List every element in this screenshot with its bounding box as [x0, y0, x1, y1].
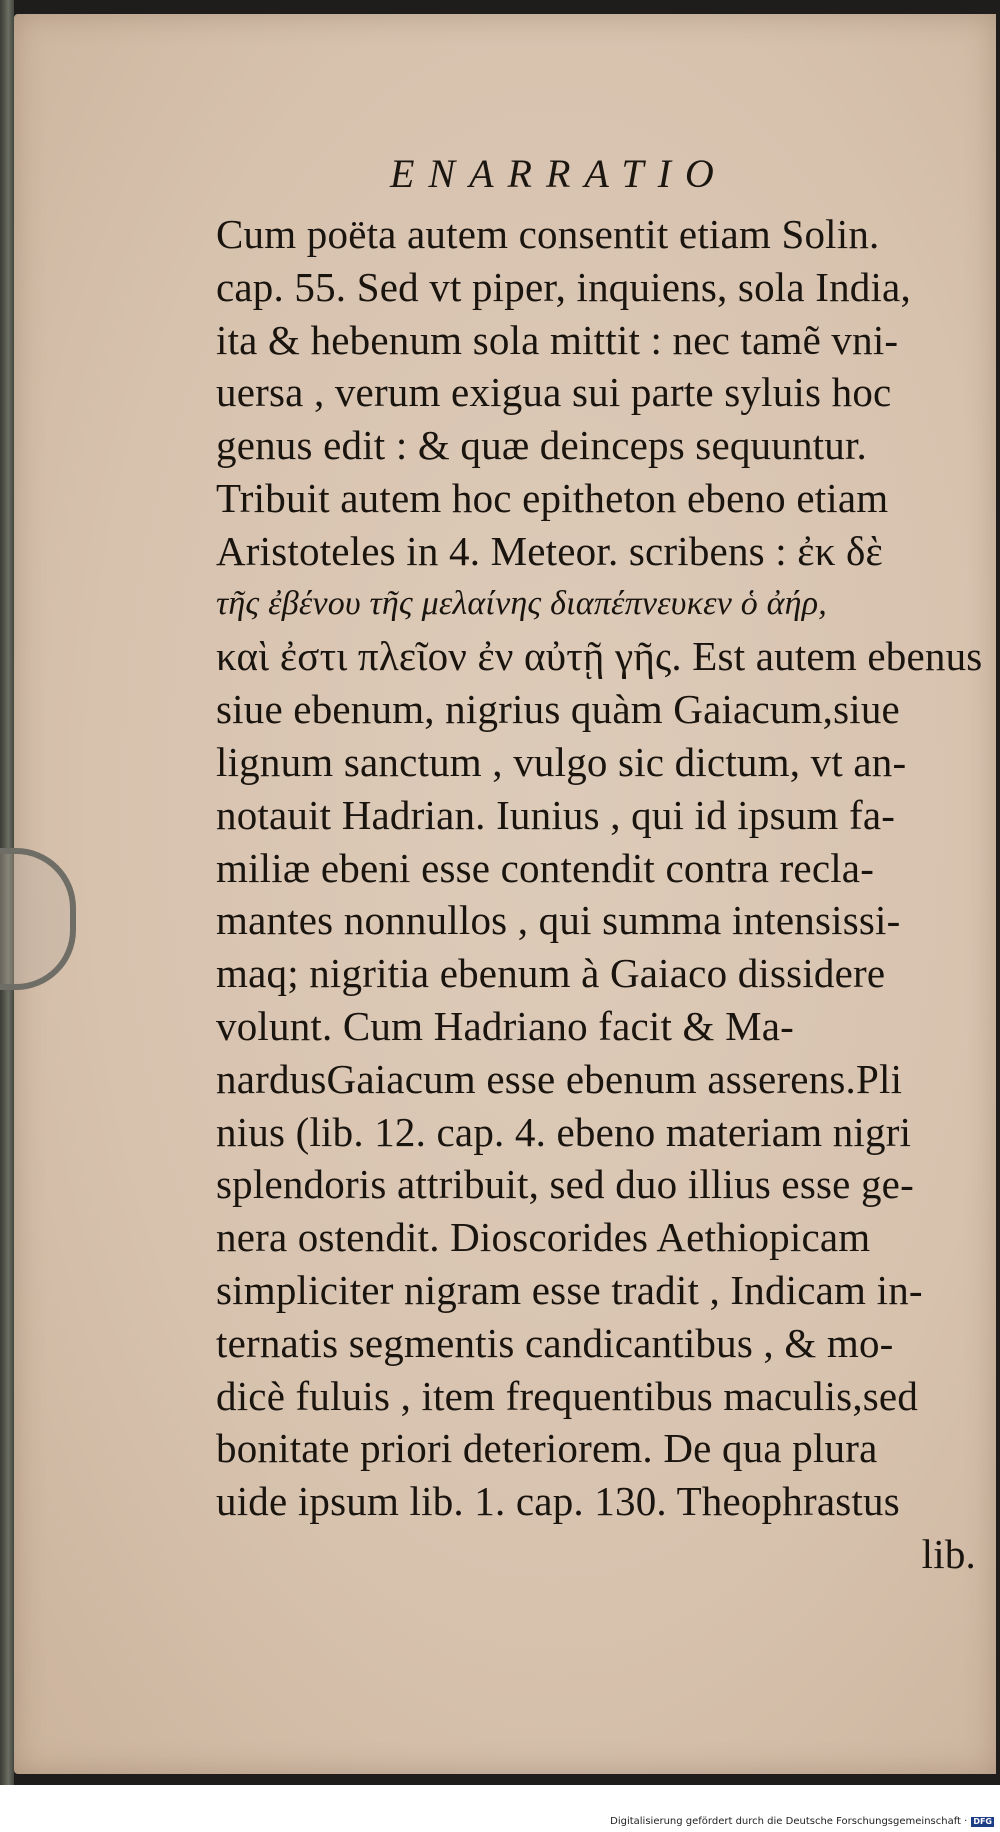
text-line: simpliciter nigram esse tradit , Indicam in-: [216, 1266, 923, 1313]
dfg-logo: DFG: [973, 1816, 992, 1826]
body-text: [216, 208, 983, 1581]
text-line: καὶ ἐστι πλεῖον ἐν αὐτῇ γῆς. Est autem ebenus: [216, 633, 983, 680]
text-line: splendoris attribuit, sed duo illius esse ge-: [216, 1161, 914, 1208]
text-line: Aristoteles in 4. Meteor. scribens : ἐκ δὲ: [216, 527, 883, 574]
text-line: genus edit : & quæ deinceps sequuntur.: [216, 422, 867, 469]
catchword: lib.: [921, 1530, 976, 1577]
text-line: cap. 55. Sed vt piper, inquiens, sola India,: [216, 263, 911, 310]
text-line: ita & hebenum sola mittit : nec tamẽ vni-: [216, 316, 899, 363]
digitization-credit: [610, 1816, 994, 1827]
text-line: uide ipsum lib. 1. cap. 130. Theophrastus: [216, 1478, 900, 1525]
text-line: dicè fuluis , item frequentibus maculis,sed: [216, 1372, 919, 1419]
text-line: Tribuit autem hoc epitheton ebeno etiam: [216, 474, 889, 521]
text-line: maq; nigritia ebenum à Gaiaco dissidere: [216, 950, 886, 997]
credit-text: Digitalisierung gefördert durch die Deutsche Forschungsgemeinschaft ·: [610, 1816, 968, 1827]
text-line: ternatis segmentis candicantibus , & mo-: [216, 1319, 894, 1366]
text-line: lignum sanctum , vulgo sic dictum, vt an-: [216, 738, 907, 785]
text-line: nera ostendit. Dioscorides Aethiopicam: [216, 1214, 871, 1261]
text-line: siue ebenum, nigrius quàm Gaiacum,siue: [216, 686, 900, 733]
text-line-greek: τῆς ἐβένου τῆς μελαίνης διαπέπνευκεν ὁ ἀήρ,: [216, 584, 827, 622]
text-line: uersa , verum exigua sui parte syluis hoc: [216, 369, 892, 416]
text-line: nardusGaiacum esse ebenum asserens.Pli: [216, 1055, 903, 1102]
text-line: notauit Hadrian. Iunius , qui id ipsum fa-: [216, 791, 896, 838]
text-line: nius (lib. 12. cap. 4. ebeno materiam nigri: [216, 1108, 912, 1155]
text-line: mantes nonnullos , qui summa intensissi-: [216, 897, 901, 944]
text-line: bonitate priori deteriorem. De qua plura: [216, 1425, 878, 1472]
text-line: volunt. Cum Hadriano facit & Ma-: [216, 1002, 794, 1049]
text-line: miliæ ebeni esse contendit contra recla-: [216, 844, 875, 891]
text-line: Cum poëta autem consentit etiam Solin.: [216, 211, 880, 257]
page-heading: ENARRATIO: [390, 151, 728, 196]
